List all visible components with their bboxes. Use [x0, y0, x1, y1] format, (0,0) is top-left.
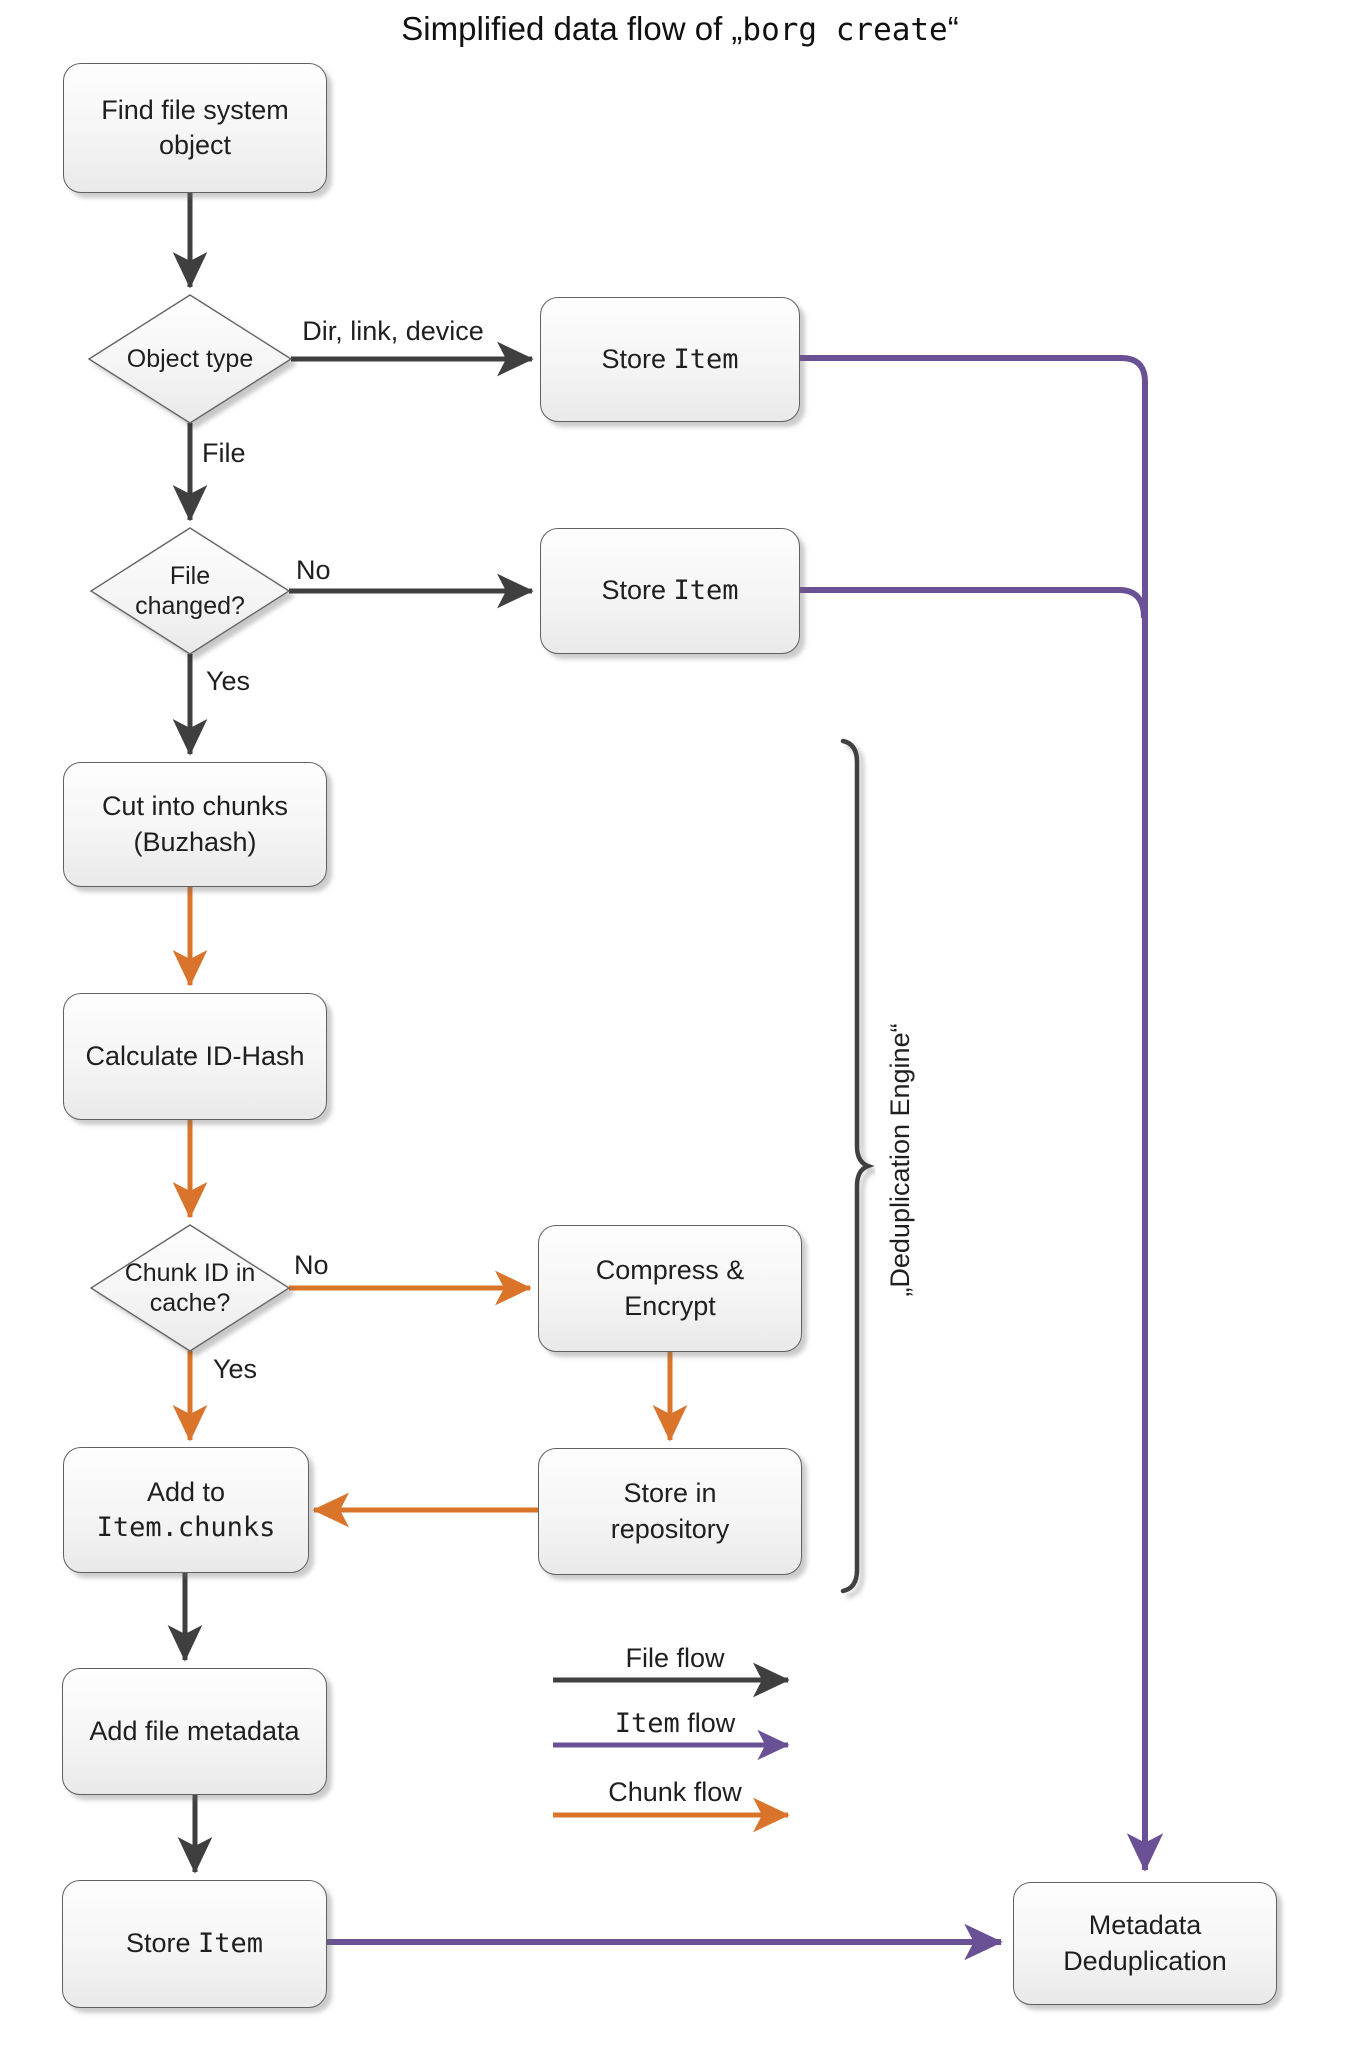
title-suffix: “ [947, 10, 959, 47]
node-text: Store in [623, 1478, 717, 1509]
arrow-store-item-top-to-metadata-dedup [800, 358, 1145, 1870]
title-command: borg create [742, 12, 948, 48]
node-text: Store [601, 575, 674, 606]
legend-item-flow-label [555, 1708, 795, 1739]
node-cut-into-chunks [63, 762, 327, 887]
node-text: Compress & [595, 1255, 745, 1286]
edge-label-no-file-changed: No [296, 555, 331, 585]
node-text: cache? [149, 1289, 231, 1317]
node-metadata-deduplication [1013, 1882, 1277, 2005]
node-store-item-mid [540, 528, 800, 654]
node-text: changed? [135, 592, 245, 620]
node-text: Cut into chunks [101, 791, 289, 822]
edge-label-yes-chunk-cache: Yes [213, 1354, 258, 1384]
node-text: Deduplication [1063, 1945, 1227, 1976]
node-find-file-system-object [63, 63, 327, 193]
legend-chunk-flow-label: Chunk flow [608, 1777, 742, 1807]
diamond-label-file-changed [91, 528, 289, 654]
node-add-to-item-chunks [63, 1447, 309, 1573]
arrow-store-item-mid-join [800, 590, 1144, 618]
node-add-file-metadata [62, 1668, 327, 1795]
edge-label-dir-link-device: Dir, link, device [302, 316, 484, 346]
node-text-mono: Item [198, 1928, 264, 1960]
legend-item-flow-mono: Item [614, 1708, 680, 1739]
node-text [126, 1926, 263, 1961]
dedup-engine-brace [843, 741, 868, 1591]
node-store-item-bottom [62, 1880, 327, 2008]
node-text: Add to [146, 1476, 226, 1507]
edge-label-no-chunk-cache: No [294, 1250, 329, 1280]
node-text: Calculate ID-Hash [85, 1040, 305, 1071]
edge-label-file: File [202, 438, 246, 468]
diamond-label-object-type [90, 295, 290, 423]
node-text: Add file metadata [89, 1715, 300, 1746]
dedup-engine-label: „Deduplication Engine“ [885, 1023, 915, 1297]
legend-item-flow-suffix: flow [679, 1708, 736, 1738]
node-text: Encrypt [624, 1290, 716, 1321]
diamond-label-chunk-cache [91, 1225, 289, 1351]
node-store-in-repository [538, 1448, 802, 1575]
page-title [0, 10, 1360, 48]
node-text: Store [601, 343, 674, 374]
node-store-item-top [540, 297, 800, 422]
node-text: Metadata [1088, 1910, 1202, 1941]
legend-file-flow-label: File flow [625, 1643, 725, 1673]
node-text: Object type [126, 345, 254, 373]
node-text: Chunk ID in [124, 1259, 256, 1287]
node-text-mono: Item [673, 575, 739, 607]
node-text: Find file system [101, 94, 289, 125]
node-text: Store [125, 1928, 198, 1959]
node-compress-encrypt [538, 1225, 802, 1352]
node-text: (Buzhash) [133, 826, 257, 857]
node-text: object [158, 130, 232, 160]
node-calculate-id-hash [63, 993, 327, 1120]
node-text: repository [610, 1513, 730, 1544]
edge-label-yes-file-changed: Yes [206, 666, 251, 696]
node-text-mono: Item.chunks [96, 1512, 276, 1543]
title-prefix: Simplified data flow of „ [401, 10, 743, 47]
node-text [601, 342, 738, 377]
node-text-mono: Item [673, 343, 739, 375]
node-text [601, 573, 738, 608]
node-text: File [169, 562, 211, 590]
